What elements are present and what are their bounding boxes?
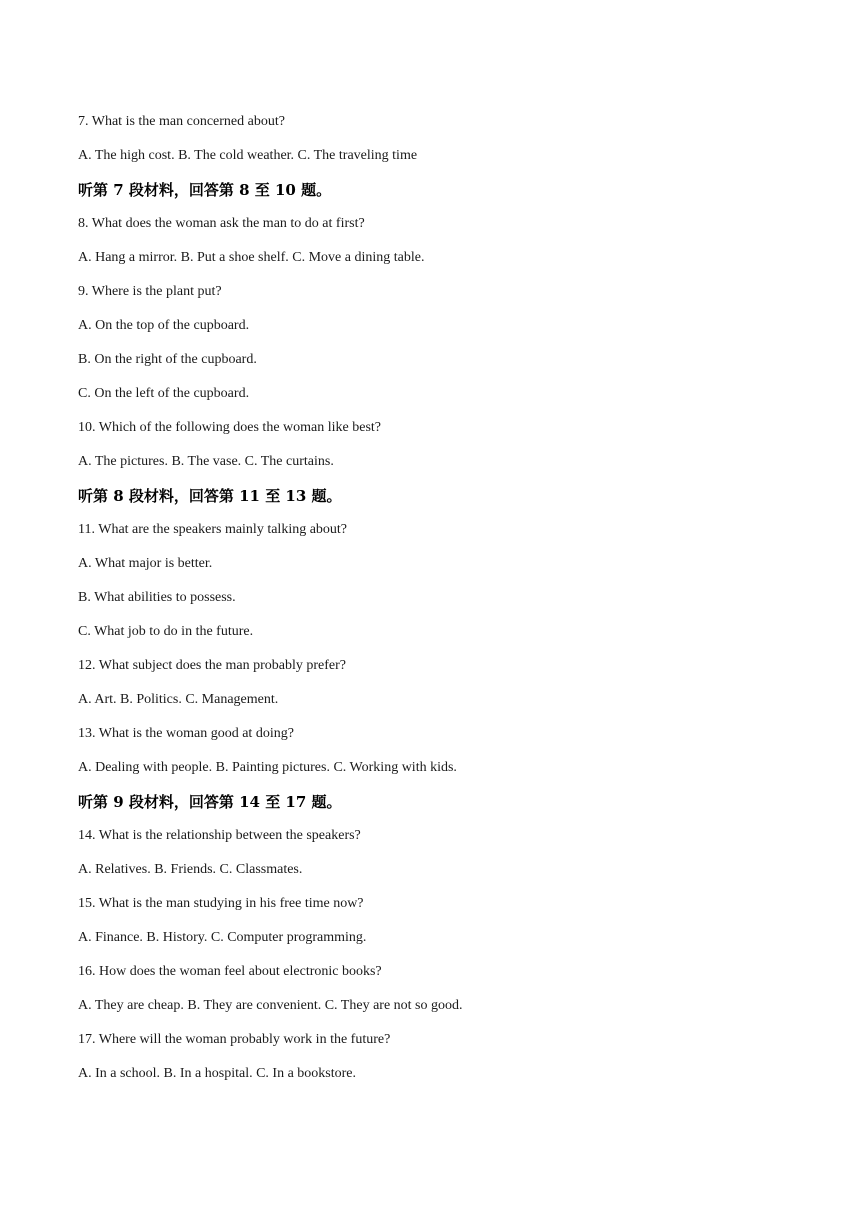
option-9b: B. On the right of the cupboard. (78, 352, 257, 367)
section-heading-7: 听第 7 段材料，回答第 8 至 10 题。 (78, 181, 332, 199)
options-10: A. The pictures. B. The vase. C. The curtains. (78, 454, 334, 469)
question-11: 11. What are the speakers mainly talking about? (78, 522, 348, 537)
options-13: A. Dealing with people. B. Painting pictures. C. Working with kids. (78, 760, 457, 775)
option-11c: C. What job to do in the future. (78, 624, 254, 639)
options-17: A. In a school. B. In a hospital. C. In a bookstore. (78, 1066, 357, 1081)
question-16: 16. How does the woman feel about electronic books? (78, 964, 382, 979)
options-16: A. They are cheap. B. They are convenient. C. They are not so good. (78, 998, 463, 1013)
options-15: A. Finance. B. History. C. Computer programming. (78, 930, 367, 945)
question-13: 13. What is the woman good at doing? (78, 726, 294, 741)
option-11a: A. What major is better. (78, 556, 213, 571)
question-8: 8. What does the woman ask the man to do at first? (78, 216, 365, 231)
question-10: 10. Which of the following does the woman like best? (78, 420, 382, 435)
options-14: A. Relatives. B. Friends. C. Classmates. (78, 862, 303, 877)
question-7: 7. What is the man concerned about? (78, 114, 285, 129)
question-9: 9. Where is the plant put? (78, 284, 222, 299)
options-7: A. The high cost. B. The cold weather. C. The traveling time (78, 148, 418, 163)
section-heading-9: 听第 9 段材料，回答第 14 至 17 题。 (78, 793, 342, 811)
options-12: A. Art. B. Politics. C. Management. (78, 692, 279, 707)
options-8: A. Hang a mirror. B. Put a shoe shelf. C. Move a dining table. (78, 250, 425, 265)
option-9c: C. On the left of the cupboard. (78, 386, 250, 401)
option-9a: A. On the top of the cupboard. (78, 318, 250, 333)
question-14: 14. What is the relationship between the speakers? (78, 828, 361, 843)
question-15: 15. What is the man studying in his free time now? (78, 896, 364, 911)
option-11b: B. What abilities to possess. (78, 590, 236, 605)
exam-page (78, 112, 778, 1098)
question-12: 12. What subject does the man probably prefer? (78, 658, 346, 673)
question-17: 17. Where will the woman probably work in the future? (78, 1032, 391, 1047)
section-heading-8: 听第 8 段材料，回答第 11 至 13 题。 (78, 487, 342, 505)
